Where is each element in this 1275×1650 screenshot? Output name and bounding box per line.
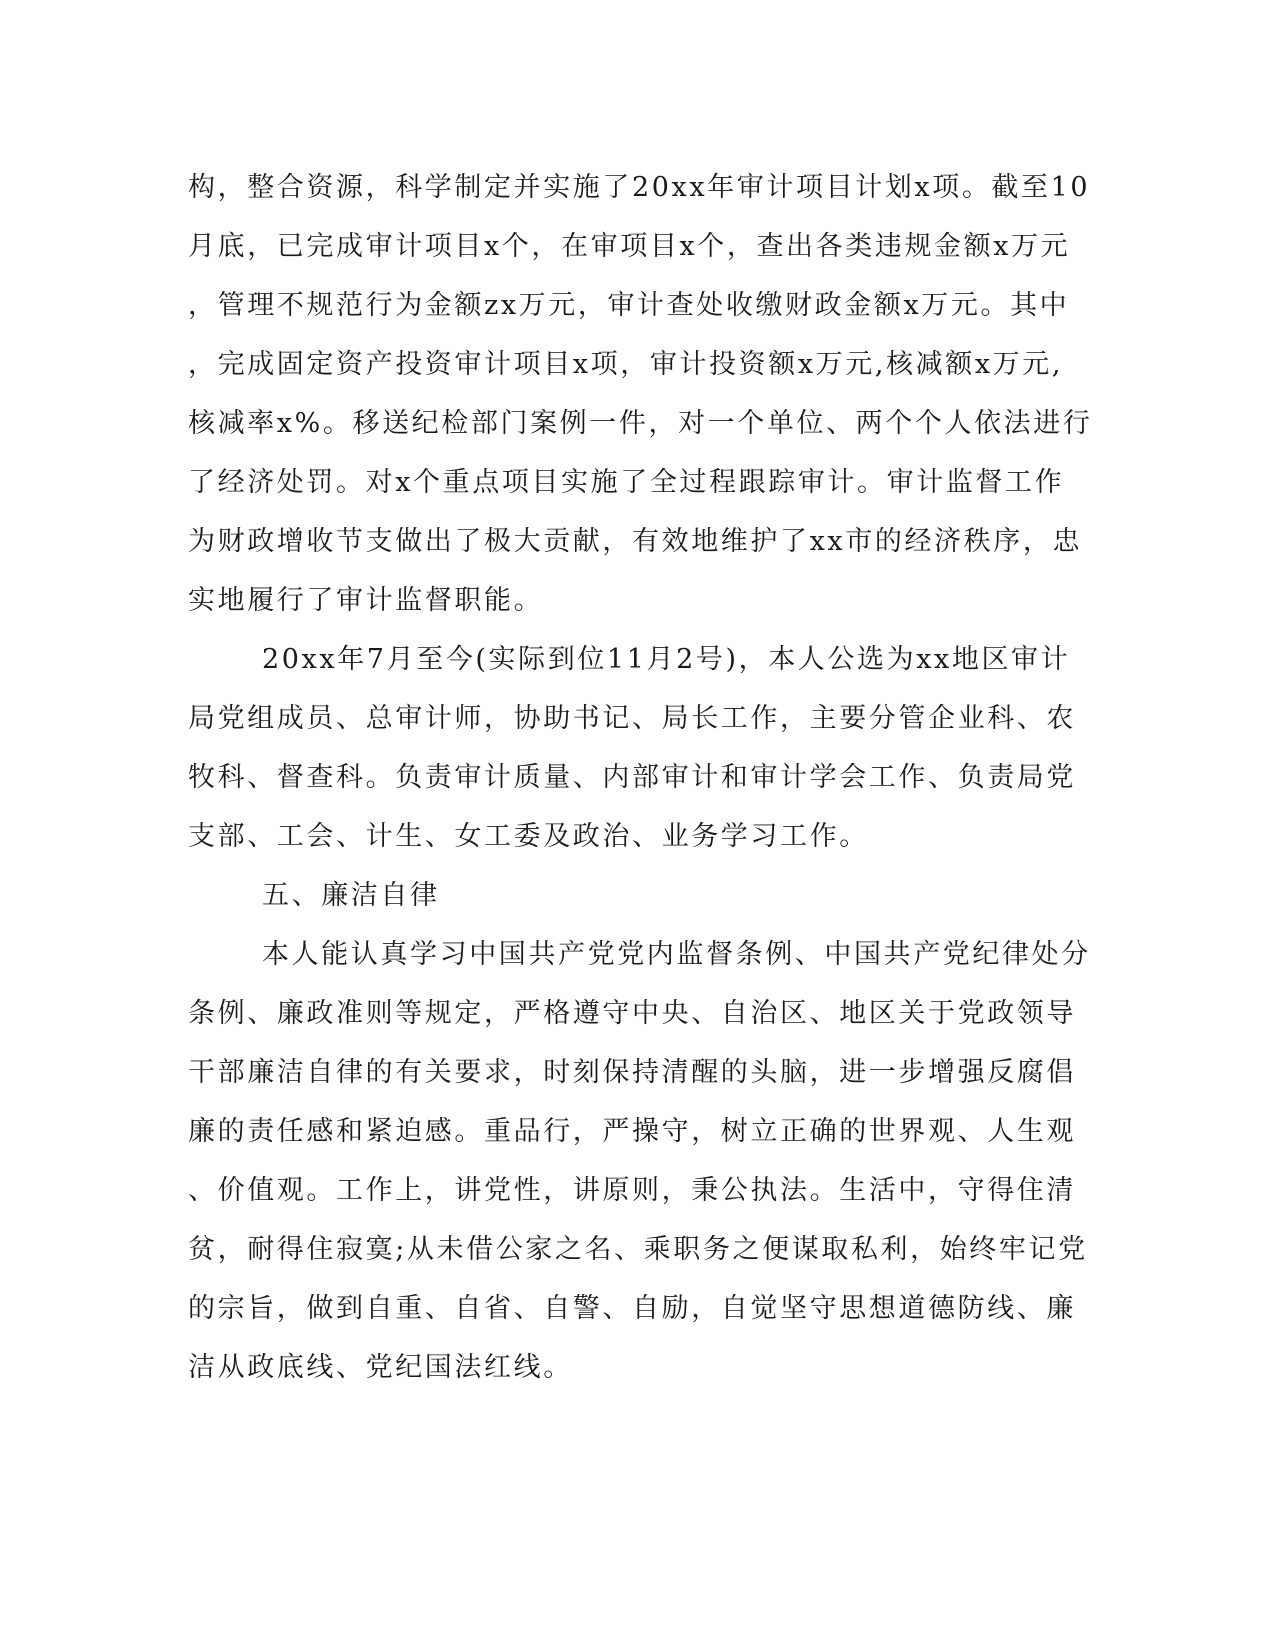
text-line: 、价值观。工作上，讲党性，讲原则，秉公执法。生活中，守得住清 xyxy=(188,1175,1076,1206)
text-line: 支部、工会、计生、女工委及政治、业务学习工作。 xyxy=(188,821,869,852)
text-line: 贫，耐得住寂寞;从未借公家之名、乘职务之便谋取私利，始终牢记党 xyxy=(188,1234,1088,1265)
text-line: 条例、廉政准则等规定，严格遵守中央、自治区、地区关于党政领导 xyxy=(188,998,1076,1029)
text-line: 构，整合资源，科学制定并实施了20xx年审计项目计划x项。截至10 xyxy=(188,172,1091,203)
text-line: 为财政增收节支做出了极大贡献，有效地维护了xx市的经济秩序，忠 xyxy=(188,526,1083,557)
paragraph-first-line: 20xx年7月至今(实际到位11月2号)，本人公选为xx地区审计 xyxy=(262,644,1071,675)
text-line: 实地履行了审计监督职能。 xyxy=(188,585,544,616)
text-line: 牧科、督查科。负责审计质量、内部审计和审计学会工作、负责局党 xyxy=(188,762,1076,793)
text-line: 干部廉洁自律的有关要求，时刻保持清醒的头脑，进一步增强反腐倡 xyxy=(188,1057,1076,1088)
text-line: 局党组成员、总审计师，协助书记、局长工作，主要分管企业科、农 xyxy=(188,703,1076,734)
section-heading: 五、廉洁自律 xyxy=(262,880,440,911)
text-line: 核减率x%。移送纪检部门案例一件，对一个单位、两个个人依法进行 xyxy=(188,408,1093,439)
text-line: 的宗旨，做到自重、自省、自警、自励，自觉坚守思想道德防线、廉 xyxy=(188,1293,1076,1324)
text-line: 洁从政底线、党纪国法红线。 xyxy=(188,1352,573,1383)
text-line: 廉的责任感和紧迫感。重品行，严操守，树立正确的世界观、人生观 xyxy=(188,1116,1076,1147)
text-line: 月底，已完成审计项目x个，在审项目x个，查出各类违规金额x万元 xyxy=(188,231,1071,262)
text-line: ，管理不规范行为金额zx万元，审计查处收缴财政金额x万元。其中 xyxy=(188,290,1070,321)
paragraph-first-line: 本人能认真学习中国共产党党内监督条例、中国共产党纪律处分 xyxy=(262,939,1091,970)
text-line: ，完成固定资产投资审计项目x项，审计投资额x万元,核减额x万元, xyxy=(188,349,1064,380)
text-line: 了经济处罚。对x个重点项目实施了全过程跟踪审计。审计监督工作 xyxy=(188,467,1065,498)
